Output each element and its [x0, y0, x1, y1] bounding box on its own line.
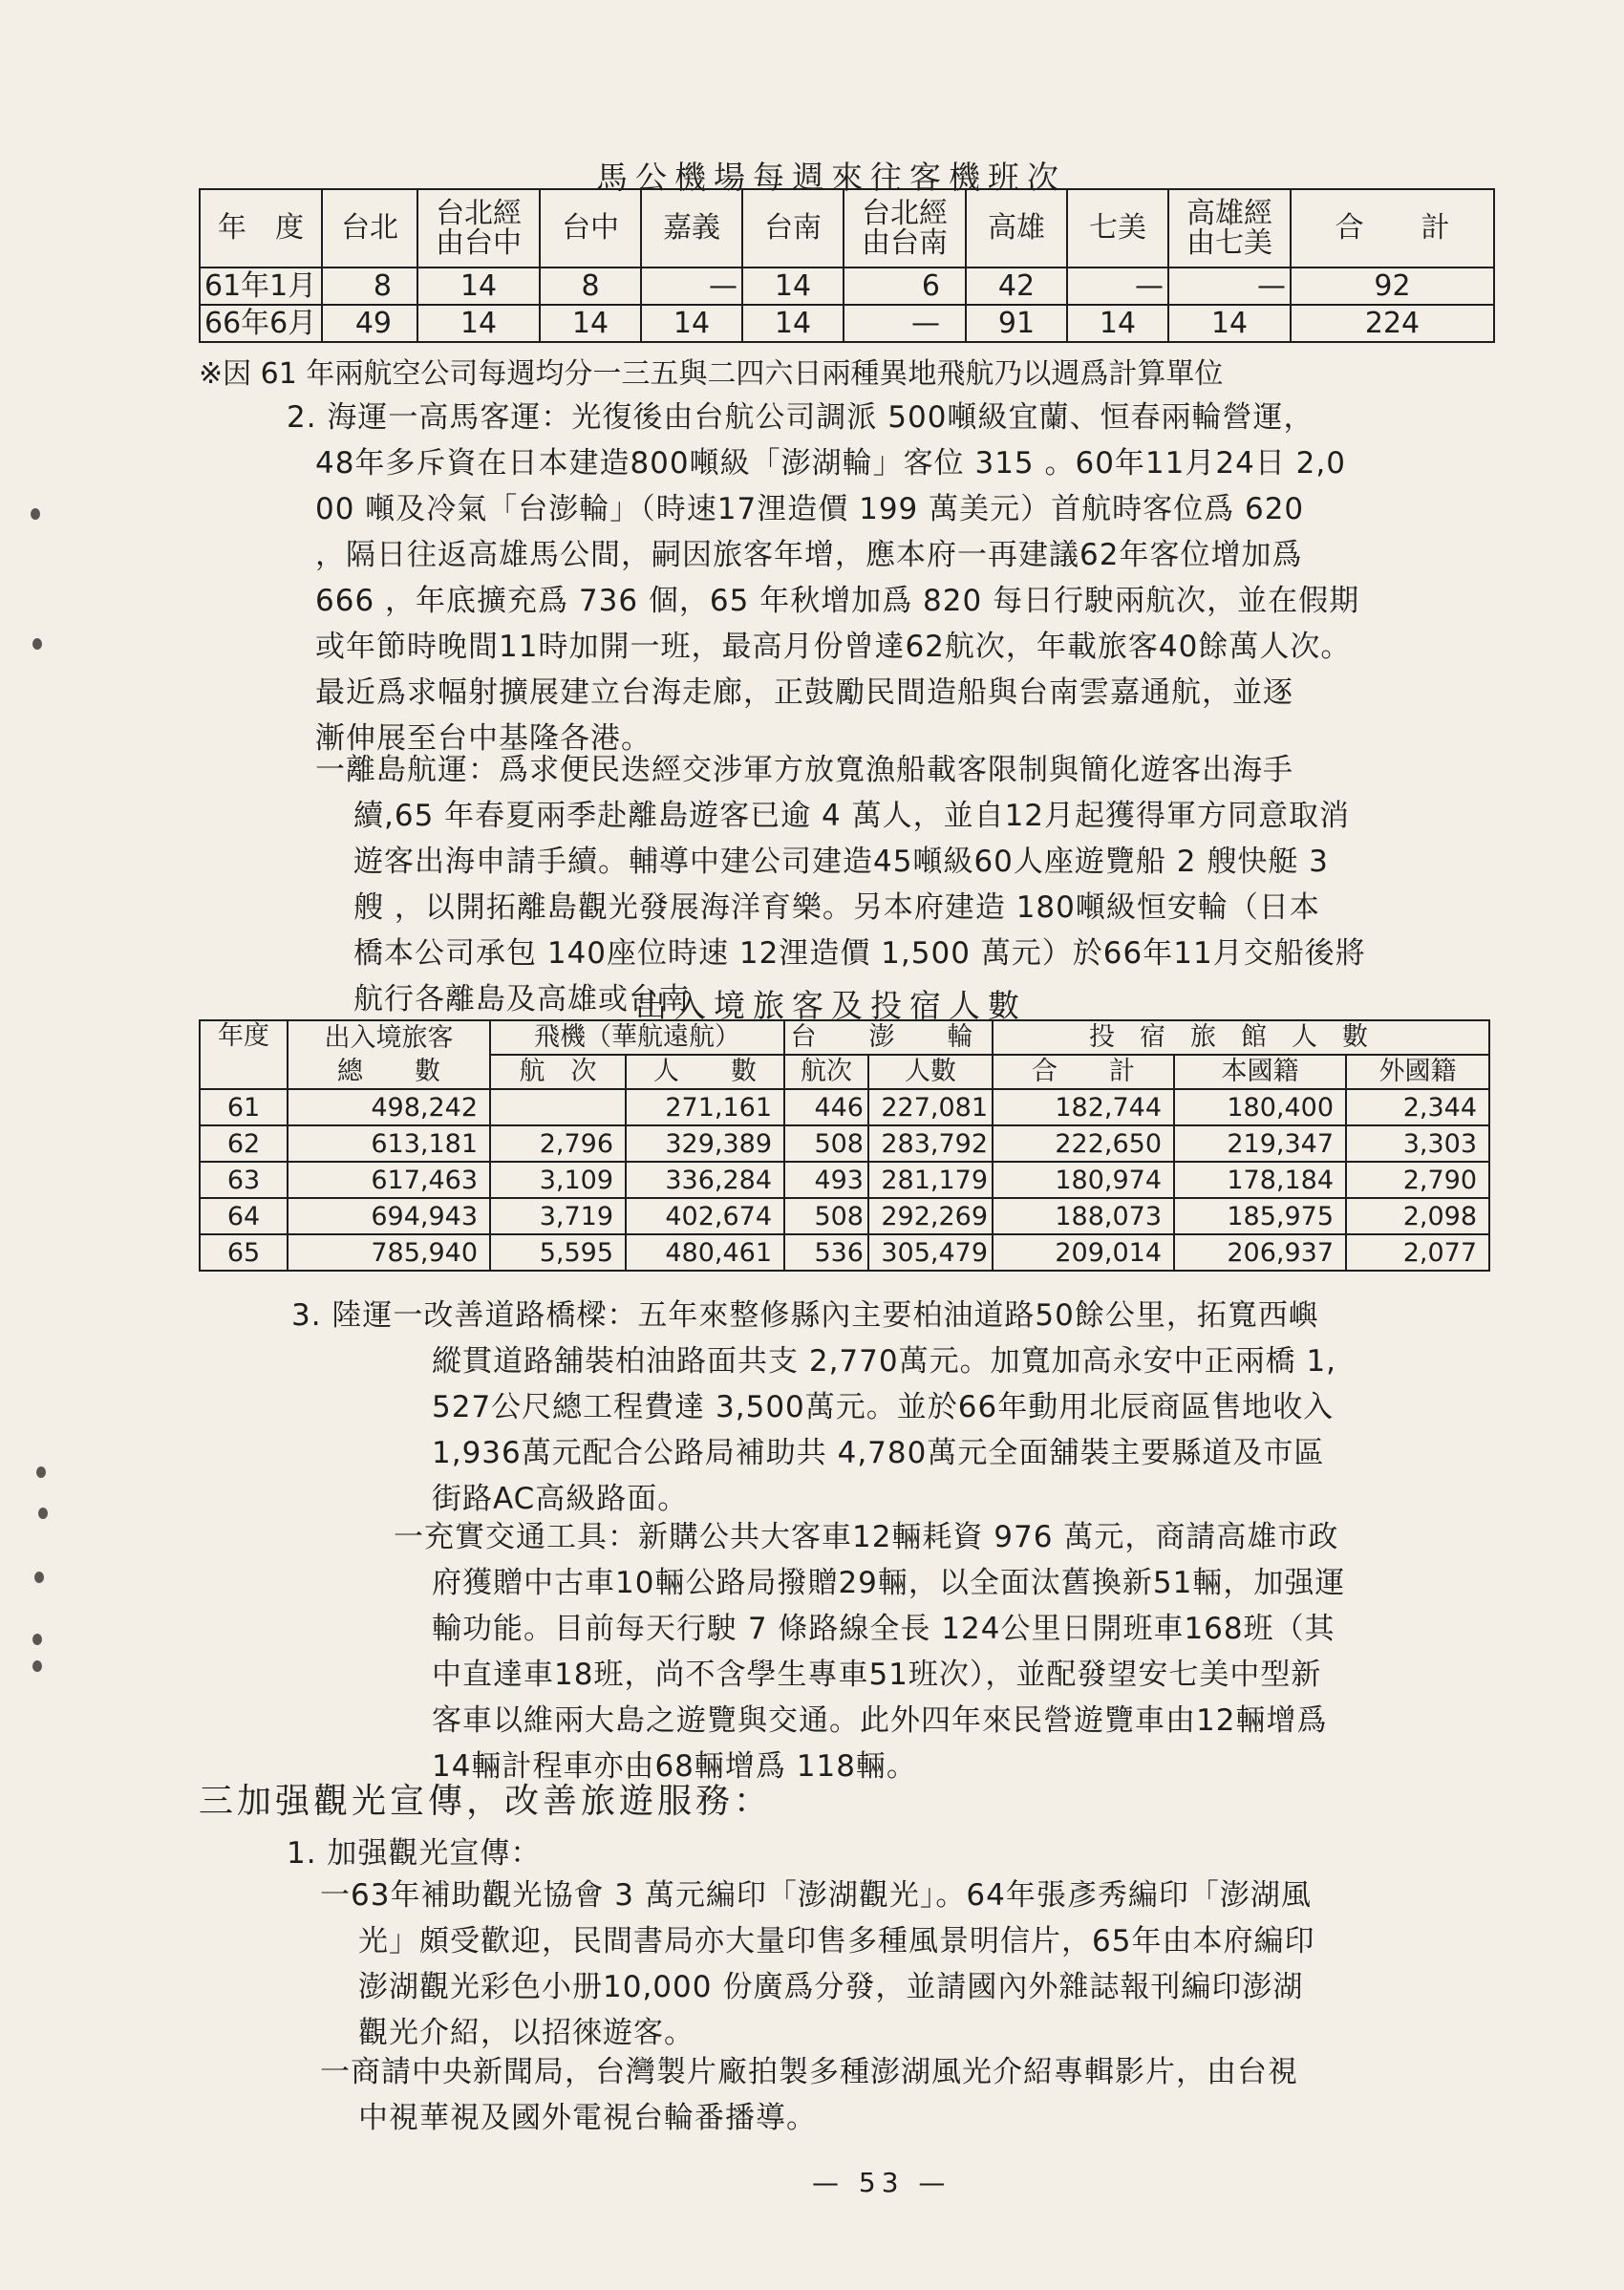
- table2-title: 出入境旅客及投宿人數: [635, 987, 1027, 1024]
- table-row: [200, 1234, 1489, 1271]
- cell-year: 64: [200, 1198, 288, 1234]
- cell-year: 65: [200, 1234, 288, 1271]
- text-line: 續,65 年春夏兩季赴離島遊客已逾 4 萬人，並自12月起獲得軍方同意取消: [353, 799, 1351, 833]
- table-cell: 283,792: [868, 1125, 993, 1162]
- table-cell: 92: [1291, 268, 1494, 305]
- table-cell: 480,461: [626, 1234, 784, 1271]
- header-kaohsiung-via-qimei: 高雄經由七美: [1168, 189, 1291, 268]
- cell-year: 61: [200, 1089, 288, 1125]
- text-line: 一充實交通工具：新購公共大客車12輛耗資 976 萬元，商請高雄市政: [394, 1520, 1339, 1554]
- table-cell: 14: [417, 268, 540, 305]
- subsection-heading: 1. 加强觀光宣傳：: [287, 1836, 542, 1871]
- cell-year: 63: [200, 1162, 288, 1198]
- table-cell: 493: [784, 1162, 868, 1198]
- table1-note: ※因 61 年兩航空公司每週均分一三五與二四六日兩種異地飛航乃以週爲計算單位: [199, 357, 1224, 391]
- table-cell: 178,184: [1174, 1162, 1346, 1198]
- header-voyages: 航次: [784, 1055, 868, 1089]
- table-cell: 498,242: [288, 1089, 490, 1125]
- table-cell: —: [844, 305, 966, 342]
- table-cell: 446: [784, 1089, 868, 1125]
- text-line: 3. 陸運一改善道路橋樑：五年來整修縣內主要柏油道路50餘公里，拓寬西嶼: [291, 1298, 1319, 1333]
- table-cell: 219,347: [1174, 1125, 1346, 1162]
- table-row: [200, 1125, 1489, 1162]
- table-cell: 694,943: [288, 1198, 490, 1234]
- table-cell: 8: [540, 268, 641, 305]
- header-taipei-via-tainan: 台北經由台南: [844, 189, 966, 268]
- header-air-people: 人 數: [626, 1055, 784, 1089]
- table-cell: 3,719: [490, 1198, 626, 1234]
- text-line: 漸伸展至台中基隆各港。: [315, 721, 652, 756]
- table-cell: 49: [322, 305, 417, 342]
- passengers-table: [199, 1019, 1490, 1272]
- table-cell: 785,940: [288, 1234, 490, 1271]
- header-taichung: 台中: [540, 189, 641, 268]
- table-cell: —: [1168, 268, 1291, 305]
- text-line: 一63年補助觀光協會 3 萬元編印「澎湖觀光」。64年張彥秀編印「澎湖風: [320, 1878, 1312, 1913]
- table2-subheader-row: [200, 1055, 1489, 1089]
- flights-table: [199, 188, 1495, 343]
- table-cell: 305,479: [868, 1234, 993, 1271]
- table-cell: 292,269: [868, 1198, 993, 1234]
- table1-header-row: [200, 189, 1494, 268]
- table-cell: 271,161: [626, 1089, 784, 1125]
- table-cell: 14: [417, 305, 540, 342]
- table-cell: 508: [784, 1125, 868, 1162]
- table-cell: 8: [322, 268, 417, 305]
- header-chiayi: 嘉義: [641, 189, 742, 268]
- text-line: 橋本公司承包 140座位時速 12浬造價 1,500 萬元）於66年11月交船後將: [353, 936, 1366, 971]
- table-row: [200, 268, 1494, 305]
- table-cell: 14: [742, 268, 844, 305]
- header-taipei-via-taichung: 台北經由台中: [417, 189, 540, 268]
- table-cell: 3,109: [490, 1162, 626, 1198]
- text-line: 最近爲求幅射擴展建立台海走廊，正鼓勵民間造船與台南雲嘉通航，並逐: [315, 675, 1293, 710]
- table-cell: 224: [1291, 305, 1494, 342]
- table-cell: 185,975: [1174, 1198, 1346, 1234]
- binding-hole: [34, 1572, 44, 1583]
- page-number: — 53 —: [812, 2167, 951, 2198]
- cell-year: 66年6月: [200, 305, 322, 342]
- cell-year: 61年1月: [200, 268, 322, 305]
- text-line: 一商請中央新聞局，台灣製片廠拍製多種澎湖風光介紹專輯影片，由台視: [320, 2055, 1298, 2089]
- table1-title: 馬公機場每週來往客機班次: [596, 159, 1066, 196]
- table-cell: 2,344: [1346, 1089, 1489, 1125]
- binding-hole: [36, 1466, 46, 1478]
- header-total-count: 總 數: [288, 1055, 490, 1089]
- header-tainan: 台南: [742, 189, 844, 268]
- text-line: 府獲贈中古車10輛公路局撥贈29輛，以全面汰舊換新51輛，加强運: [432, 1566, 1346, 1600]
- binding-hole: [38, 1508, 48, 1519]
- text-line: 1,936萬元配合公路局補助共 4,780萬元全面舖裝主要縣道及市區: [432, 1436, 1325, 1470]
- table-cell: 14: [540, 305, 641, 342]
- table-cell: 14: [1168, 305, 1291, 342]
- table-cell: —: [641, 268, 742, 305]
- table-cell: 42: [966, 268, 1067, 305]
- table-cell: 281,179: [868, 1162, 993, 1198]
- table-cell: 14: [742, 305, 844, 342]
- table-cell: 5,595: [490, 1234, 626, 1271]
- table-row: [200, 1162, 1489, 1198]
- table-cell: 91: [966, 305, 1067, 342]
- table-cell: 188,073: [993, 1198, 1174, 1234]
- section-heading: 三加强觀光宣傳，改善旅遊服務：: [199, 1782, 773, 1821]
- table-cell: 180,974: [993, 1162, 1174, 1198]
- header-kaohsiung: 高雄: [966, 189, 1067, 268]
- binding-hole: [32, 638, 42, 650]
- header-flights: 航 次: [490, 1055, 626, 1089]
- table-cell: 2,098: [1346, 1198, 1489, 1234]
- table-cell: 14: [641, 305, 742, 342]
- text-line: 澎湖觀光彩色小册10,000 份廣爲分發，並請國內外雜誌報刊編印澎湖: [358, 1970, 1304, 2004]
- binding-hole: [31, 508, 40, 520]
- text-line: 遊客出海申請手續。輔導中建公司建造45噸級60人座遊覽船 2 艘快艇 3: [353, 845, 1329, 879]
- text-line: 艘 ，以開拓離島觀光發展海洋育樂。另本府建造 180噸級恒安輪（日本: [353, 890, 1320, 925]
- header-hotel-sum: 合 計: [993, 1055, 1174, 1089]
- table-cell: 14: [1067, 305, 1168, 342]
- table-row: [200, 305, 1494, 342]
- header-air: 飛機（華航遠航）: [490, 1020, 784, 1055]
- text-line: 48年多斥資在日本建造800噸級「澎湖輪」客位 315 。60年11月24日 2,0: [315, 446, 1346, 481]
- text-line: 或年節時晚間11時加開一班，最高月份曾達62航次，年載旅客40餘萬人次。: [315, 630, 1352, 664]
- text-line: 666 ，年底擴充爲 736 個，65 年秋增加爲 820 每日行駛兩航次，並在假期: [315, 584, 1360, 618]
- table-cell: 227,081: [868, 1089, 993, 1125]
- binding-hole: [32, 1660, 42, 1672]
- table-cell: [490, 1089, 626, 1125]
- text-line: 中視華視及國外電視台輪番播導。: [358, 2101, 817, 2135]
- header-year: 年度: [200, 1020, 288, 1089]
- table-cell: —: [1067, 268, 1168, 305]
- header-hotel: 投宿旅館人數: [993, 1020, 1489, 1055]
- table-cell: 508: [784, 1198, 868, 1234]
- header-ship: 台 澎 輪: [784, 1020, 993, 1055]
- text-line: 14輛計程車亦由68輛增爲 118輛。: [432, 1749, 917, 1784]
- binding-hole: [32, 1634, 42, 1645]
- text-line: 觀光介紹，以招徠遊客。: [358, 2016, 694, 2050]
- table-cell: 3,303: [1346, 1125, 1489, 1162]
- table-cell: 2,790: [1346, 1162, 1489, 1198]
- table-cell: 617,463: [288, 1162, 490, 1198]
- table-cell: 2,077: [1346, 1234, 1489, 1271]
- table2-header-row: [200, 1020, 1489, 1055]
- table-cell: 2,796: [490, 1125, 626, 1162]
- table-cell: 329,389: [626, 1125, 784, 1162]
- header-foreign: 外國籍: [1346, 1055, 1489, 1089]
- table-cell: 613,181: [288, 1125, 490, 1162]
- header-year: 年 度: [200, 189, 322, 268]
- text-line: 一離島航運：爲求便民迭經交涉軍方放寬漁船載客限制與簡化遊客出海手: [315, 753, 1293, 787]
- table-cell: 6: [844, 268, 966, 305]
- table-cell: 402,674: [626, 1198, 784, 1234]
- header-qimei: 七美: [1067, 189, 1168, 268]
- table-row: [200, 1198, 1489, 1234]
- header-taipei: 台北: [322, 189, 417, 268]
- text-line: 客車以維兩大島之遊覽與交通。此外四年來民營遊覽車由12輛增爲: [432, 1703, 1328, 1738]
- table-cell: 209,014: [993, 1234, 1174, 1271]
- text-line: 縱貫道路舖裝柏油路面共支 2,770萬元。加寬加高永安中正兩橋 1,: [432, 1344, 1337, 1379]
- text-line: 航行各離島及高雄或台南: [353, 982, 690, 1017]
- table-cell: 180,400: [1174, 1089, 1346, 1125]
- table-cell: 536: [784, 1234, 868, 1271]
- table-row: [200, 1089, 1489, 1125]
- text-line: 527公尺總工程費達 3,500萬元。並於66年動用北辰商區售地收入: [432, 1390, 1335, 1424]
- header-total-travelers: 出入境旅客: [288, 1020, 490, 1055]
- text-line: 00 噸及冷氣「台澎輪」（時速17浬造價 199 萬美元）首航時客位爲 620: [315, 492, 1305, 526]
- table-cell: 222,650: [993, 1125, 1174, 1162]
- table-cell: 182,744: [993, 1089, 1174, 1125]
- header-ship-people: 人數: [868, 1055, 993, 1089]
- text-line: 中直達車18班，尚不含學生專車51班次），並配發望安七美中型新: [432, 1658, 1322, 1692]
- text-line: 輸功能。目前每天行駛 7 條路線全長 124公里日開班車168班（其: [432, 1612, 1336, 1646]
- table-cell: 336,284: [626, 1162, 784, 1198]
- text-line: 2. 海運一高馬客運：光復後由台航公司調派 500噸級宜蘭、恒春兩輪營運，: [287, 400, 1314, 435]
- cell-year: 62: [200, 1125, 288, 1162]
- header-local: 本國籍: [1174, 1055, 1346, 1089]
- header-total: 合 計: [1291, 189, 1494, 268]
- text-line: 光」頗受歡迎，民間書局亦大量印售多種風景明信片，65年由本府編印: [358, 1924, 1315, 1958]
- text-line: ，隔日往返高雄馬公間，嗣因旅客年增，應本府一再建議62年客位增加爲: [315, 538, 1303, 572]
- table-cell: 206,937: [1174, 1234, 1346, 1271]
- text-line: 街路AC高級路面。: [432, 1482, 689, 1516]
